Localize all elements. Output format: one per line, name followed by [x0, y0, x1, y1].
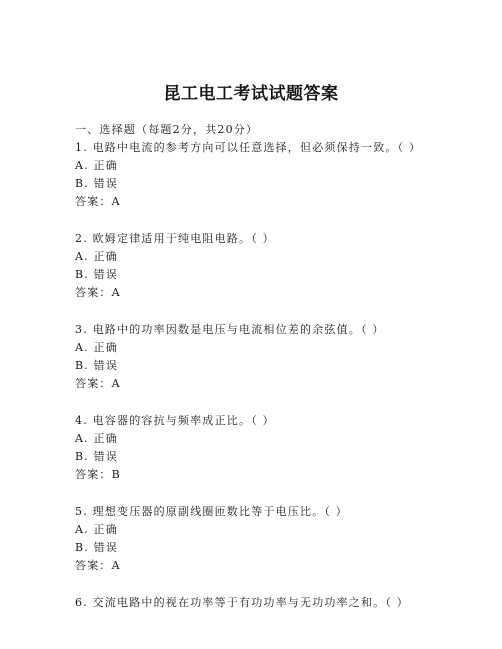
question-2 [75, 230, 475, 302]
spacer [75, 575, 475, 594]
question-1 [75, 139, 475, 211]
question-stem: 3. 电路中的功率因数是电压与电流相位差的余弦值。（ ） [75, 323, 385, 336]
question-6 [75, 594, 475, 612]
question-stem: 4. 电容器的容抗与频率成正比。（ ） [75, 414, 275, 427]
question-stem: 2. 欧姆定律适用于纯电阻电路。（ ） [75, 232, 275, 245]
question-list [75, 121, 475, 612]
question-stem: 1. 电路中电流的参考方向可以任意选择，但必须保持一致。（ ） [75, 141, 422, 154]
spacer [75, 302, 475, 321]
option-a: A. 正确 [75, 250, 118, 263]
spacer [75, 484, 475, 503]
question-stem: 6. 交流电路中的视在功率等于有功功率与无功功率之和。（ ） [75, 596, 409, 609]
spacer [75, 211, 475, 230]
question-4 [75, 412, 475, 484]
section-heading: 一、选择题（每题2分，共20分） [75, 123, 259, 136]
question-stem: 5. 理想变压器的原副线圈匝数比等于电压比。（ ） [75, 505, 348, 518]
option-b: B. 错误 [75, 359, 119, 372]
option-a: A. 正确 [75, 432, 118, 445]
question-5 [75, 503, 475, 575]
option-a: A. 正确 [75, 523, 118, 536]
question-3 [75, 321, 475, 393]
option-a: A. 正确 [75, 341, 118, 354]
page-title: 昆工电工考试试题答案 [163, 84, 339, 104]
option-b: B. 错误 [75, 177, 119, 190]
answer-line: 答案：A [75, 286, 121, 299]
option-b: B. 错误 [75, 541, 119, 554]
answer-line: 答案：B [75, 468, 121, 481]
option-b: B. 错误 [75, 268, 119, 281]
answer-line: 答案：A [75, 377, 121, 390]
answer-line: 答案：A [75, 195, 121, 208]
answer-line: 答案：A [75, 559, 121, 572]
spacer [75, 393, 475, 412]
option-a: A. 正确 [75, 159, 118, 172]
option-b: B. 错误 [75, 450, 119, 463]
